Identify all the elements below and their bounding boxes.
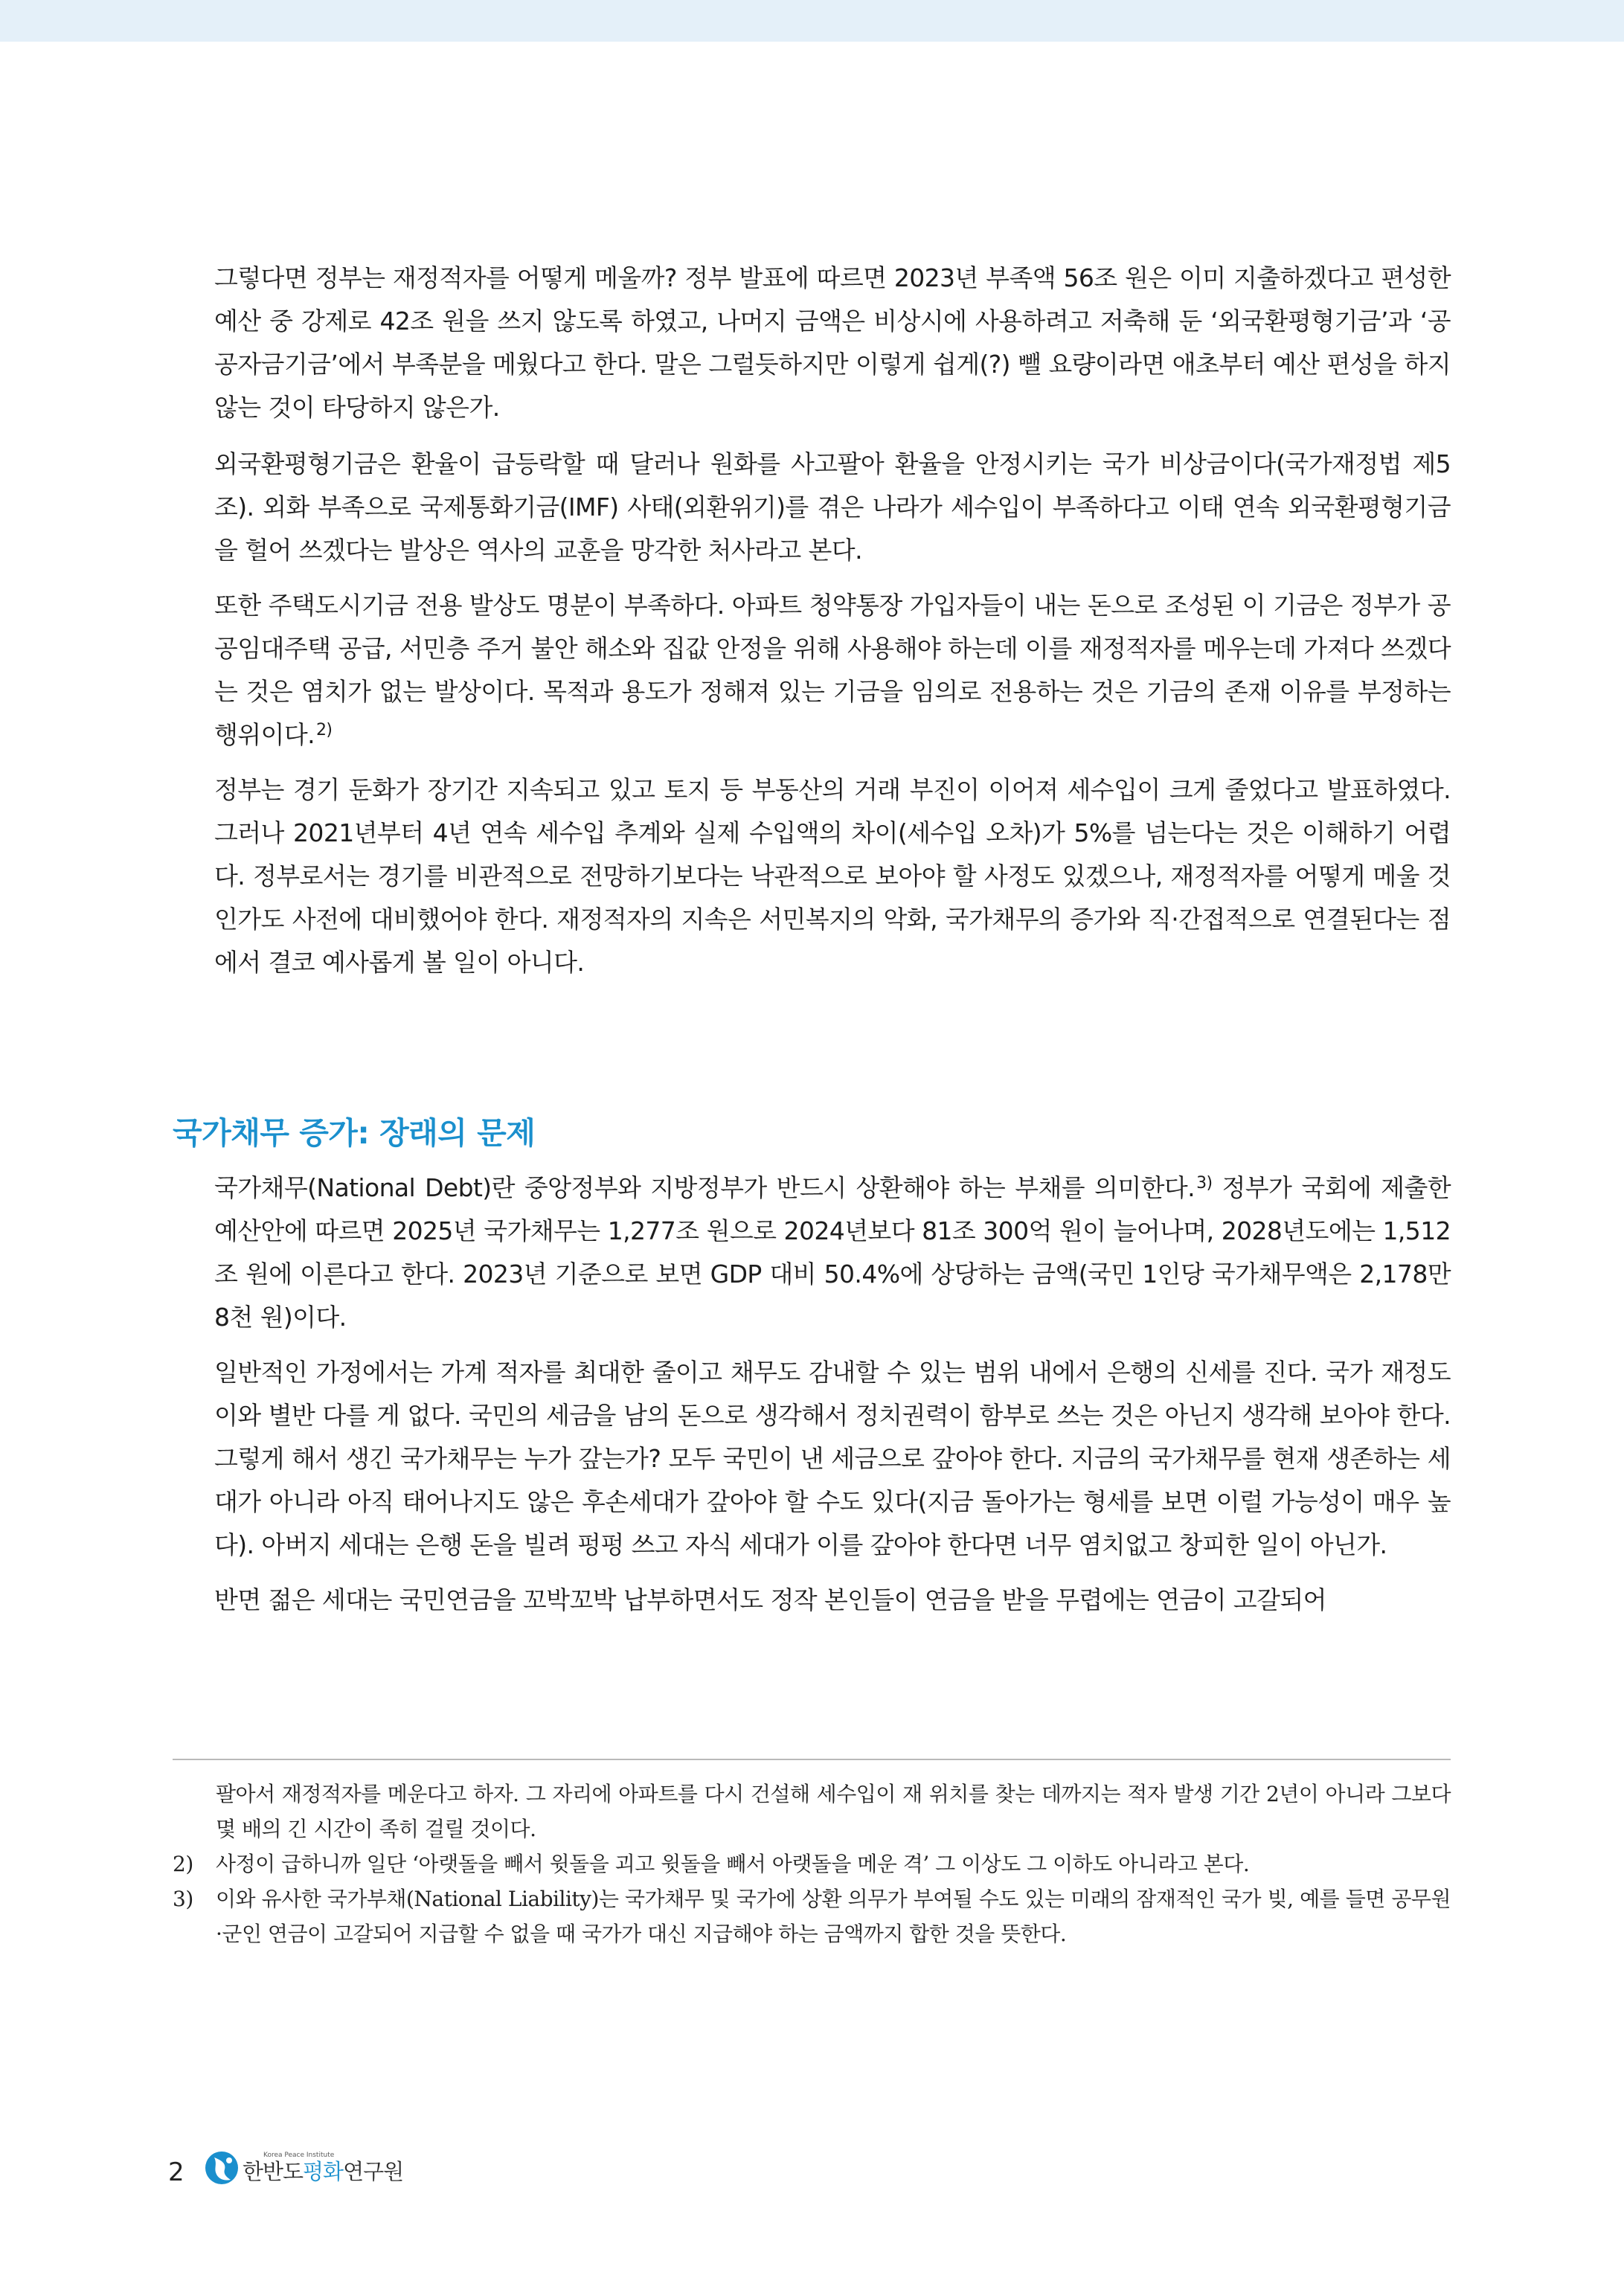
paragraph-text: 또한 주택도시기금 전용 발상도 명분이 부족하다. 아파트 청약통장 가입자들이 내는 돈으로 조성된 이 기금은 정부가 공공임대주택 공급, 서민층 주거 불안 해소와 집값 안정을 위해 사용해야 하는데 이를 재정적자를 메우는데 가져다 쓰겠다는 것은 염치가 없는 발상이다. 목적과 용도가 정해져 있는 기금을 임의로 전용하는 것은 기금의 존재 이유를 부정하는 행위이다.	[214, 591, 1451, 749]
footnote-number	[173, 1777, 216, 1846]
footnote-ref: 3)	[1196, 1174, 1213, 1193]
footnote-number: 2)	[173, 1852, 193, 1876]
paragraph	[214, 1167, 1451, 1339]
paragraph: 외국환평형기금은 환율이 급등락할 때 달러나 원화를 사고팔아 환율을 안정시키는 국가 비상금이다(국가재정법 제5조). 외화 부족으로 국제통화기금(IMF) 사태(외환위기)를 겪은 나라가 세수입이 부족하다고 이태 연속 외국환평형기금을 헐어 쓰겠다는 발상은 역사의 교훈을 망각한 처사라고 본다.	[214, 449, 1451, 565]
footnote-number: 3)	[173, 1887, 193, 1911]
footnote-text: 이와 유사한 국가부채(National Liability)는 국가채무 및 국가에 상환 의무가 부여될 수도 있는 미래의 잠재적인 국가 빚, 예를 들면 공무원·군인 연금이 고갈되어 지급할 수 없을 때 국가가 대신 지급해야 하는 금액까지 합한 것을 뜻한다.	[216, 1887, 1451, 1946]
footnote-text: 팔아서 재정적자를 메운다고 하자. 그 자리에 아파트를 다시 건설해 세수입이 재 위치를 찾는 데까지는 적자 발생 기간 2년이 아니라 그보다 몇 배의 긴 시간이 족히 걸릴 것이다.	[216, 1782, 1451, 1841]
paragraph-text: 국가채무(National Debt)란 중앙정부와 지방정부가 반드시 상환해야 하는 부채를 의미한다.	[214, 1173, 1195, 1202]
peninsula-logo-icon	[204, 2150, 240, 2186]
footnote-ref: 2)	[316, 721, 333, 739]
paragraph	[214, 584, 1451, 757]
section-title: 국가채무 증가: 장래의 문제	[173, 1115, 536, 1151]
footnote	[173, 1846, 1451, 1881]
page-number: 2	[168, 2157, 184, 2187]
paragraph: 일반적인 가정에서는 가계 적자를 최대한 줄이고 채무도 감내할 수 있는 범위 내에서 은행의 신세를 진다. 국가 재정도 이와 별반 다를 게 없다. 국민의 세금을 남의 돈으로 생각해서 정치권력이 함부로 쓰는 것은 아닌지 생각해 보아야 한다. 그렇게 해서 생긴 국가채무는 누가 갚는가? 모두 국민이 낸 세금으로 갚아야 한다. 지금의 국가채무를 현재 생존하는 세대가 아니라 아직 태어나지도 않은 후손세대가 갚아야 할 수도 있다(지금 돌아가는 형세를 보면 이럴 가능성이 매우 높다). 아버지 세대는 은행 돈을 빌려 펑펑 쓰고 자식 세대가 이를 갚아야 한다면 너무 염치없고 창피한 일이 아닌가.	[214, 1358, 1451, 1559]
footnote-text: 사정이 급하니까 일단 ‘아랫돌을 빼서 윗돌을 괴고 윗돌을 빼서 아랫돌을 메운 격’ 그 이상도 그 이하도 아니라고 본다.	[216, 1852, 1250, 1876]
logo-name-highlight: 평화	[303, 2159, 344, 2184]
logo-wordmark	[243, 2152, 403, 2184]
logo-name	[243, 2159, 403, 2184]
body-text-section-2	[214, 1167, 1451, 1634]
footnote-divider	[173, 1759, 1451, 1760]
footnotes	[173, 1777, 1451, 1951]
body-text-section-1	[214, 257, 1451, 996]
paragraph: 그렇다면 정부는 재정적자를 어떻게 메울까? 정부 발표에 따르면 2023년 부족액 56조 원은 이미 지출하겠다고 편성한 예산 중 강제로 42조 원을 쓰지 않도록 하였고, 나머지 금액은 비상시에 사용하려고 저축해 둔 ‘외국환평형기금’과 ‘공공자금기금’에서 부족분을 메웠다고 한다. 말은 그럴듯하지만 이렇게 쉽게(?) 뺄 요량이라면 애초부터 예산 편성을 하지 않는 것이 타당하지 않은가.	[214, 263, 1451, 422]
footnote	[173, 1881, 1451, 1951]
paragraph-text: 정부가 국회에 제출한 예산안에 따르면 2025년 국가채무는 1,277조 원으로 2024년보다 81조 300억 원이 늘어나며, 2028년도에는 1,512조 원에 이른다고 한다. 2023년 기준으로 보면 GDP 대비 50.4%에 상당하는 금액(국민 1인당 국가채무액은 2,178만 8천 원)이다.	[214, 1173, 1451, 1332]
paragraph: 반면 젊은 세대는 국민연금을 꼬박꼬박 납부하면서도 정작 본인들이 연금을 받을 무렵에는 연금이 고갈되어	[214, 1585, 1326, 1614]
top-band	[0, 0, 1624, 42]
logo-name-part: 연구원	[343, 2159, 404, 2184]
publisher-logo	[204, 2146, 403, 2190]
logo-name-part: 한반도	[243, 2159, 304, 2184]
logo-subtitle: Korea Peace Institute	[263, 2152, 335, 2159]
footnote	[173, 1777, 1451, 1846]
paragraph: 정부는 경기 둔화가 장기간 지속되고 있고 토지 등 부동산의 거래 부진이 이어져 세수입이 크게 줄었다고 발표하였다. 그러나 2021년부터 4년 연속 세수입 추계와 실제 수입액의 차이(세수입 오차)가 5%를 넘는다는 것은 이해하기 어렵다. 정부로서는 경기를 비관적으로 전망하기보다는 낙관적으로 보아야 할 사정도 있겠으나, 재정적자를 어떻게 메울 것인가도 사전에 대비했어야 한다. 재정적자의 지속은 서민복지의 악화, 국가채무의 증가와 직·간접적으로 연결된다는 점에서 결코 예사롭게 볼 일이 아니다.	[214, 775, 1451, 977]
